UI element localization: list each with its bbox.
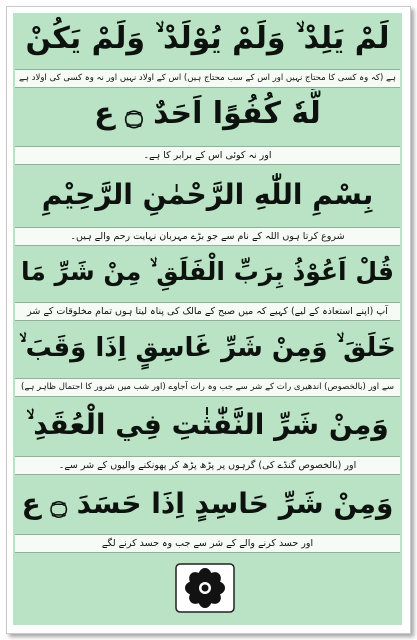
translation-line-4: آپ (اپنے استعاذہ کے لیے) کہیے کہ میں صبح کے مالک کی پناہ لیتا ہوں تمام مخلوقات کے شر: [15, 302, 400, 321]
ayah-line-1: لَمْ يَلِدْ ۙ وَلَمْ يُوْلَدْ ۙ‎ وَلَمْ يَكُنْ: [25, 21, 390, 56]
quran-page: [13, 13, 402, 625]
ayah-line-4: خَلَقَ ۙ وَمِنْ شَرِّ غَاسِقٍ اِذَا وَقَبَ ۙ: [19, 333, 396, 363]
translation-line-2: اور نہ کوئی اس کے برابر کا ہے۔: [15, 146, 400, 165]
translation-line-6: اور (بالخصوص گنڈے کی) گرہوں پر پڑھ پڑھ کر پھونکنے والیوں کے شر سے۔: [15, 456, 400, 475]
translation-line-1: ہے (کہ وہ کسی کا محتاج نہیں اور اس کے سب محتاج ہیں) اس کے اولاد نہیں اور نہ وہ کسی کی اولاد ہے: [15, 69, 400, 88]
ayah-line-5: وَمِنْ شَرِّ النَّفّٰثٰتِ فِي الْعُقَدِ ۙ: [26, 408, 389, 441]
bismillah-line: بِسْمِ اللّٰهِ الرَّحْمٰنِ الرَّحِيْمِ: [41, 178, 374, 211]
translation-line-7: اور حسد کرنے والے کے شر سے جب وہ حسد کرنے لگے: [15, 534, 400, 553]
translation-line-5: سے اور (بالخصوص) اندھیری رات کے شر سے جب وہ رات آجاوے (اور شب میں شرور کا احتمال ظاہر ہے): [15, 378, 400, 397]
ayah-line-2: لَّهٗ كُفُوًا اَحَدٌ ۝ ع: [94, 96, 321, 131]
ayah-line-6: وَمِنْ شَرِّ حَاسِدٍ اِذَا حَسَدَ ۝ ع: [21, 487, 394, 520]
ayah-line-3: قُلْ اَعُوْذُ بِرَبِّ الْفَلَقِ ۙ مِنْ شَرِّ مَا: [20, 257, 395, 286]
flower-seal-icon: [175, 563, 235, 613]
translation-line-3: شروع کرتا ہوں اللہ کے نام سے جو بڑے مہربان نہایت رحم والے ہیں۔: [15, 227, 400, 246]
